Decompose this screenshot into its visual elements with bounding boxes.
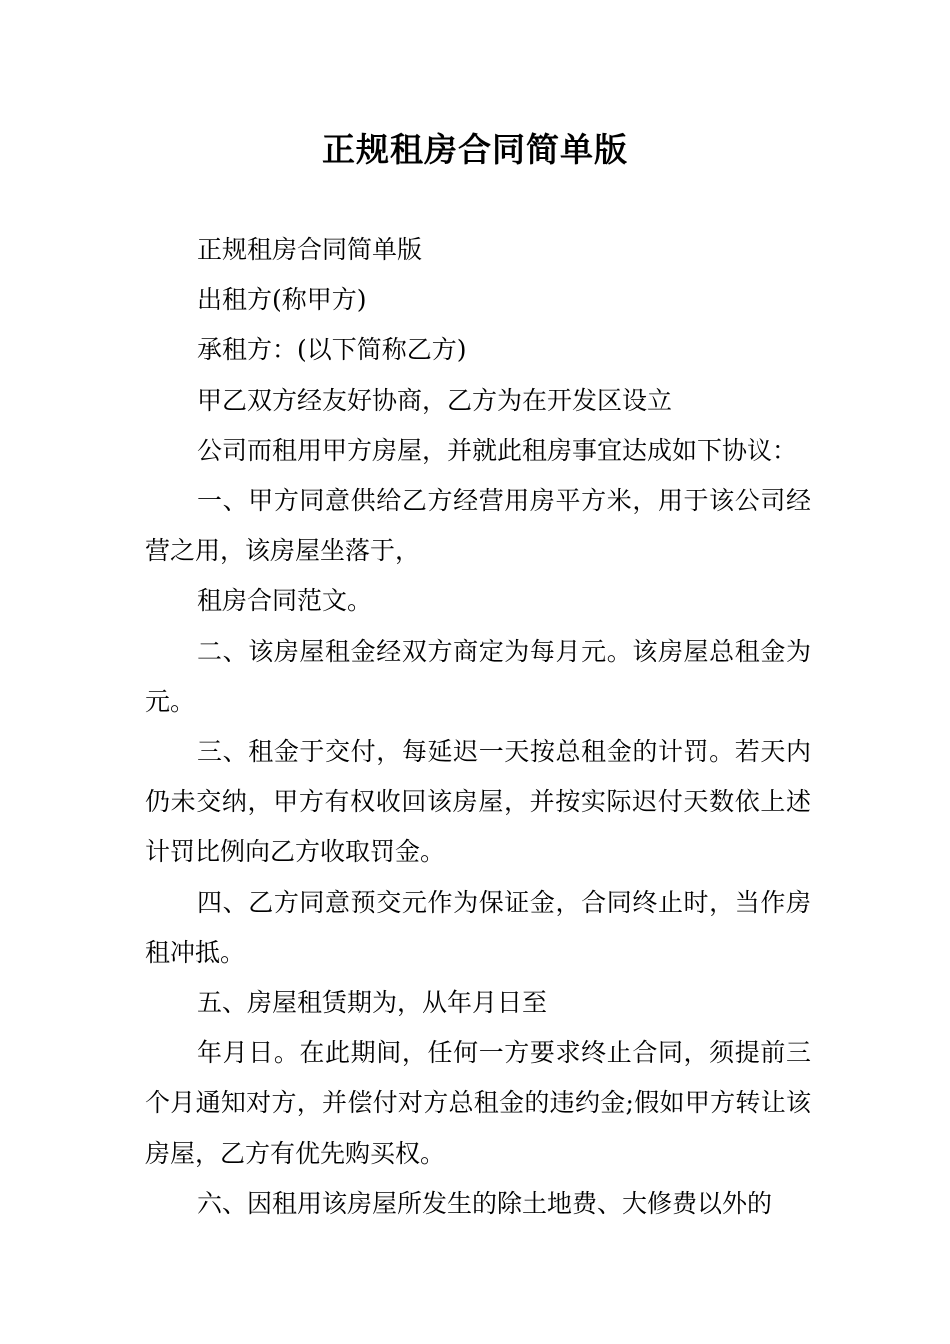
paragraph: 年月日。在此期间，任何一方要求终止合同，须提前三个月通知对方，并偿付对方总租金的违约金;假如甲方转让该房屋，乙方有优先购买权。: [145, 1038, 811, 1168]
paragraph: 租房合同范文。: [197, 586, 373, 616]
document-title: 正规租房合同简单版: [322, 130, 628, 169]
paragraph: 公司而租用甲方房屋，并就此租房事宜达成如下协议：: [197, 435, 798, 465]
paragraph: 二、该房屋租金经双方商定为每月元。该房屋总租金为元。: [145, 636, 811, 716]
paragraph: 六、因租用该房屋所发生的除土地费、大修费以外的: [197, 1188, 773, 1218]
paragraph: 正规租房合同简单版: [197, 235, 423, 264]
paragraph: 三、租金于交付，每延迟一天按总租金的计罚。若天内仍未交纳，甲方有权收回该房屋，并按实际迟付天数依上述计罚比例向乙方收取罚金。: [145, 737, 811, 867]
paragraph: 四、乙方同意预交元作为保证金，合同终止时，当作房租冲抵。: [145, 887, 811, 967]
paragraph: 一、甲方同意供给乙方经营用房平方米，用于该公司经营之用，该房屋坐落于，: [145, 486, 811, 566]
paragraph: 甲乙双方经友好协商，乙方为在开发区设立: [197, 385, 673, 415]
paragraph: 出租方(称甲方): [197, 285, 367, 315]
paragraph: 承租方：(以下简称乙方): [197, 335, 467, 365]
document-body: [145, 225, 811, 1229]
paragraph: 五、房屋租赁期为，从年月日至: [197, 988, 548, 1018]
